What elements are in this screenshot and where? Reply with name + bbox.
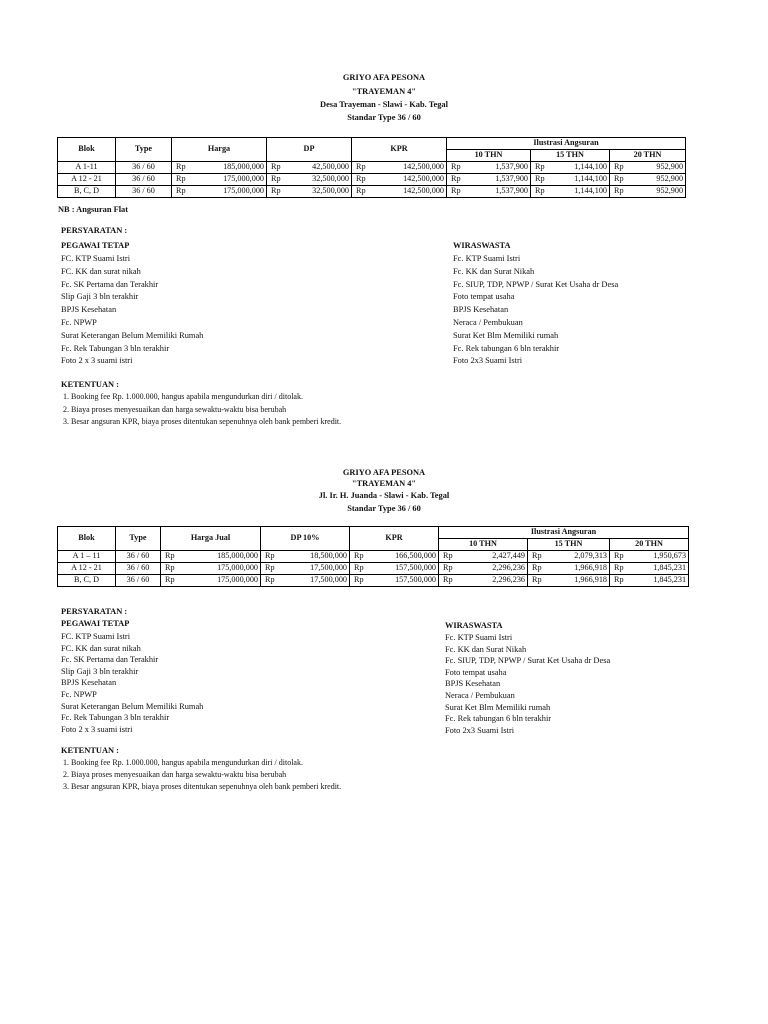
requirements-title-1: PERSYARATAN :	[61, 226, 128, 235]
section2-address: Jl. Ir. H. Juanda - Slawi - Kab. Tegal	[318, 491, 450, 500]
section1-title: GRIYO AFA PESONA	[342, 73, 426, 82]
currency-label: Rp	[176, 162, 186, 172]
currency-label: Rp	[165, 563, 175, 573]
cell-type: 36 / 60	[116, 174, 172, 186]
currency-label: Rp	[614, 551, 624, 561]
cell-dp	[267, 162, 352, 174]
cell-harga-value: 185,000,000	[217, 551, 258, 561]
col-20thn: 20 THN	[610, 150, 686, 162]
list-item: 2. Biaya proses menyesuaikan dan harga sewaktu-waktu bisa berubah	[63, 769, 287, 779]
list-item: Foto 2 x 3 suami istri	[61, 724, 133, 734]
cell-kpr	[352, 186, 447, 198]
currency-label: Rp	[165, 551, 175, 561]
col-dp: DP	[267, 138, 352, 162]
cell-type: 36 / 60	[116, 162, 172, 174]
table-row	[58, 551, 689, 563]
currency-label: Rp	[356, 186, 366, 196]
col-kpr: KPR	[350, 527, 439, 551]
col-blok: Blok	[58, 527, 116, 551]
ketentuan-title-2: KETENTUAN :	[61, 746, 119, 755]
list-item: BPJS Kesehatan	[453, 305, 509, 315]
cell-15thn-value: 1,144,100	[574, 162, 607, 172]
table-row	[58, 563, 689, 575]
col-harga-jual: Harga Jual	[161, 527, 261, 551]
currency-label: Rp	[443, 551, 453, 561]
cell-20thn-value: 1,950,673	[653, 551, 687, 561]
cell-type: 36 / 60	[116, 551, 161, 563]
currency-label: Rp	[614, 162, 624, 172]
cell-10thn-value: 1,537,900	[495, 162, 528, 172]
cell-10thn-value: 2,427,449	[492, 551, 525, 561]
cell-10thn-value: 2,296,236	[492, 575, 525, 585]
col-20thn: 20 THN	[610, 539, 689, 551]
cell-20thn	[610, 186, 686, 198]
col-kpr: KPR	[352, 138, 447, 162]
cell-10thn-value: 1,537,900	[495, 186, 528, 196]
currency-label: Rp	[443, 563, 453, 573]
list-item: Foto 2x3 Suami Istri	[453, 356, 523, 366]
cell-10thn-value: 1,537,900	[495, 174, 528, 184]
list-item: Slip Gaji 3 bln terakhir	[61, 292, 139, 302]
cell-harga-value: 185,000,000	[223, 162, 264, 172]
cell-dp-value: 32,500,000	[312, 174, 349, 184]
cell-kpr	[352, 162, 447, 174]
cell-20thn-value: 952,900	[656, 174, 684, 184]
currency-label: Rp	[451, 186, 461, 196]
cell-type: 36 / 60	[116, 575, 161, 587]
cell-20thn	[610, 174, 686, 186]
cell-harga	[161, 563, 261, 575]
section1-subtitle: "TRAYEMAN 4"	[351, 87, 417, 96]
cell-10thn	[447, 174, 531, 186]
cell-10thn	[439, 551, 528, 563]
list-item: Fc. KK dan Surat Nikah	[453, 266, 535, 276]
currency-label: Rp	[176, 174, 186, 184]
section1-address: Desa Trayeman - Slawi - Kab. Tegal	[320, 100, 448, 109]
cell-kpr	[350, 563, 439, 575]
price-table-1	[57, 137, 686, 198]
list-item: BPJS Kesehatan	[61, 678, 117, 688]
cell-harga-value: 175,000,000	[217, 563, 258, 573]
list-item: Surat Keterangan Belum Memiliki Rumah	[61, 330, 204, 340]
cell-type: 36 / 60	[116, 563, 161, 575]
col-type: Type	[116, 527, 161, 551]
cell-dp-value: 42,500,000	[312, 162, 349, 172]
cell-harga	[172, 162, 267, 174]
list-item: 3. Besar angsuran KPR, biaya proses ditentukan sepenuhnya oleh bank pemberi kredit.	[63, 781, 342, 791]
list-item: 3. Besar angsuran KPR, biaya proses ditentukan sepenuhnya oleh bank pemberi kredit.	[63, 417, 342, 426]
cell-10thn	[439, 575, 528, 587]
cell-dp-value: 17,500,000	[310, 575, 347, 585]
cell-15thn-value: 1,144,100	[574, 186, 607, 196]
section2-standard-type: Standar Type 36 / 60	[347, 504, 421, 513]
cell-15thn	[531, 162, 610, 174]
list-item: Fc. NPWP	[61, 690, 97, 699]
cell-blok: A 1 – 11	[58, 551, 116, 563]
cell-kpr	[350, 551, 439, 563]
currency-label: Rp	[532, 563, 542, 573]
cell-20thn-value: 952,900	[656, 186, 684, 196]
cell-dp	[261, 551, 350, 563]
cell-blok: A 12 - 21	[58, 563, 116, 575]
requirements-title-2: PERSYARATAN :	[61, 607, 128, 616]
list-item: Fc. NPWP	[61, 318, 97, 327]
cell-harga	[161, 575, 261, 587]
pegawai-title-1: PEGAWAI TETAP	[61, 241, 130, 250]
currency-label: Rp	[356, 162, 366, 172]
ketentuan-title-1: KETENTUAN :	[61, 380, 119, 389]
col-15thn: 15 THN	[528, 539, 610, 551]
note-flat: NB : Angsuran Flat	[58, 205, 129, 214]
list-item: Surat Keterangan Belum Memiliki Rumah	[61, 701, 204, 711]
wiraswasta-title-2: WIRASWASTA	[445, 621, 503, 630]
cell-type: 36 / 60	[116, 186, 172, 198]
list-item: Fc. Rek tabungan 6 bln terakhir	[453, 343, 560, 353]
cell-15thn	[531, 186, 610, 198]
col-ilustrasi: Ilustrasi Angsuran	[447, 138, 686, 150]
cell-dp	[261, 563, 350, 575]
currency-label: Rp	[271, 162, 281, 172]
cell-10thn	[447, 162, 531, 174]
list-item: 1. Booking fee Rp. 1.000.000, hangus apabila mengundurkan diri / ditolak.	[63, 392, 303, 401]
list-item: Foto 2x3 Suami Istri	[445, 725, 515, 735]
cell-20thn-value: 1,845,231	[653, 575, 687, 585]
cell-15thn	[528, 563, 610, 575]
cell-15thn-value: 1,144,100	[574, 174, 607, 184]
currency-label: Rp	[165, 575, 175, 585]
cell-kpr-value: 157,500,000	[395, 575, 436, 585]
table-row	[58, 575, 689, 587]
list-item: FC. KK dan surat nikah	[61, 643, 141, 653]
list-item: Fc. KK dan Surat Nikah	[445, 644, 527, 654]
list-item: Foto tempat usaha	[445, 667, 507, 677]
currency-label: Rp	[265, 563, 275, 573]
list-item: Fc. SIUP, TDP, NPWP / Surat Ket Usaha dr Desa	[453, 279, 619, 289]
currency-label: Rp	[354, 551, 364, 561]
currency-label: Rp	[614, 186, 624, 196]
currency-label: Rp	[614, 563, 624, 573]
col-dp: DP 10%	[261, 527, 350, 551]
cell-15thn	[528, 551, 610, 563]
price-table-2	[57, 526, 689, 587]
cell-kpr-value: 142,500,000	[403, 174, 444, 184]
list-item: 1. Booking fee Rp. 1.000.000, hangus apabila mengundurkan diri / ditolak.	[63, 758, 303, 767]
col-10thn: 10 THN	[447, 150, 531, 162]
list-item: Surat Ket Blm Memiliki rumah	[445, 702, 551, 712]
list-item: 2. Biaya proses menyesuaikan dan harga sewaktu-waktu bisa berubah	[63, 404, 287, 414]
section1-standard-type: Standar Type 36 / 60	[347, 113, 421, 122]
cell-20thn	[610, 162, 686, 174]
cell-15thn-value: 1,966,918	[574, 563, 607, 573]
list-item: Neraca / Pembukuan	[453, 318, 523, 327]
list-item: Fc. KTP Suami Istri	[445, 633, 513, 642]
currency-label: Rp	[614, 174, 624, 184]
currency-label: Rp	[532, 551, 542, 561]
currency-label: Rp	[532, 575, 542, 585]
currency-label: Rp	[271, 186, 281, 196]
cell-blok: A 12 - 21	[58, 174, 116, 186]
list-item: Fc. SK Pertama dan Terakhir	[61, 279, 159, 289]
cell-kpr-value: 142,500,000	[403, 186, 444, 196]
col-blok: Blok	[58, 138, 116, 162]
currency-label: Rp	[451, 174, 461, 184]
cell-kpr-value: 157,500,000	[395, 563, 436, 573]
cell-kpr-value: 142,500,000	[403, 162, 444, 172]
currency-label: Rp	[265, 551, 275, 561]
cell-harga	[161, 551, 261, 563]
list-item: BPJS Kesehatan	[61, 305, 117, 315]
table-row	[58, 174, 686, 186]
list-item: Foto 2 x 3 suami istri	[61, 356, 133, 366]
cell-20thn	[610, 563, 689, 575]
cell-kpr	[352, 174, 447, 186]
col-15thn: 15 THN	[531, 150, 610, 162]
cell-harga	[172, 186, 267, 198]
col-ilustrasi: Ilustrasi Angsuran	[439, 527, 689, 539]
list-item: BPJS Kesehatan	[445, 679, 501, 689]
list-item: Fc. Rek Tabungan 3 bln terakhir	[61, 343, 170, 353]
cell-kpr-value: 166,500,000	[395, 551, 436, 561]
table-row	[58, 162, 686, 174]
cell-dp-value: 18,500,000	[310, 551, 347, 561]
cell-20thn	[610, 575, 689, 587]
list-item: Fc. KTP Suami Istri	[453, 254, 521, 263]
cell-10thn	[447, 186, 531, 198]
cell-harga-value: 175,000,000	[217, 575, 258, 585]
list-item: Fc. SK Pertama dan Terakhir	[61, 655, 159, 665]
col-10thn: 10 THN	[439, 539, 528, 551]
cell-20thn-value: 952,900	[656, 162, 684, 172]
cell-10thn	[439, 563, 528, 575]
list-item: Fc. SIUP, TDP, NPWP / Surat Ket Usaha dr Desa	[445, 656, 611, 666]
list-item: FC. KTP Suami Istri	[61, 254, 131, 263]
currency-label: Rp	[451, 162, 461, 172]
list-item: Fc. Rek tabungan 6 bln terakhir	[445, 714, 552, 724]
currency-label: Rp	[271, 174, 281, 184]
cell-15thn	[528, 575, 610, 587]
cell-harga-value: 175,000,000	[223, 186, 264, 196]
col-harga: Harga	[172, 138, 267, 162]
table-row	[58, 186, 686, 198]
pegawai-title-2: PEGAWAI TETAP	[61, 619, 130, 628]
cell-blok: A 1-11	[58, 162, 116, 174]
cell-dp	[267, 174, 352, 186]
currency-label: Rp	[356, 174, 366, 184]
list-item: Fc. Rek Tabungan 3 bln terakhir	[61, 713, 170, 723]
cell-blok: B, C, D	[58, 575, 116, 587]
cell-harga	[172, 174, 267, 186]
section2-title: GRIYO AFA PESONA	[342, 468, 426, 477]
currency-label: Rp	[265, 575, 275, 585]
cell-blok: B, C, D	[58, 186, 116, 198]
cell-kpr	[350, 575, 439, 587]
currency-label: Rp	[535, 162, 545, 172]
list-item: FC. KTP Suami Istri	[61, 632, 131, 641]
currency-label: Rp	[535, 186, 545, 196]
cell-15thn-value: 2,079,313	[574, 551, 607, 561]
cell-15thn	[531, 174, 610, 186]
section2-subtitle: "TRAYEMAN 4"	[351, 479, 417, 488]
cell-20thn	[610, 551, 689, 563]
currency-label: Rp	[535, 174, 545, 184]
col-type: Type	[116, 138, 172, 162]
currency-label: Rp	[176, 186, 186, 196]
list-item: Slip Gaji 3 bln terakhir	[61, 666, 139, 676]
cell-dp	[267, 186, 352, 198]
cell-20thn-value: 1,845,231	[653, 563, 687, 573]
cell-dp	[261, 575, 350, 587]
cell-10thn-value: 2,296,236	[492, 563, 525, 573]
list-item: FC. KK dan surat nikah	[61, 266, 141, 276]
currency-label: Rp	[354, 563, 364, 573]
wiraswasta-title-1: WIRASWASTA	[453, 241, 511, 250]
currency-label: Rp	[614, 575, 624, 585]
cell-15thn-value: 1,966,918	[574, 575, 607, 585]
currency-label: Rp	[354, 575, 364, 585]
cell-dp-value: 17,500,000	[310, 563, 347, 573]
list-item: Foto tempat usaha	[453, 292, 515, 302]
cell-dp-value: 32,500,000	[312, 186, 349, 196]
currency-label: Rp	[443, 575, 453, 585]
cell-harga-value: 175,000,000	[223, 174, 264, 184]
list-item: Surat Ket Blm Memiliki rumah	[453, 330, 559, 340]
list-item: Neraca / Pembukuan	[445, 691, 515, 700]
